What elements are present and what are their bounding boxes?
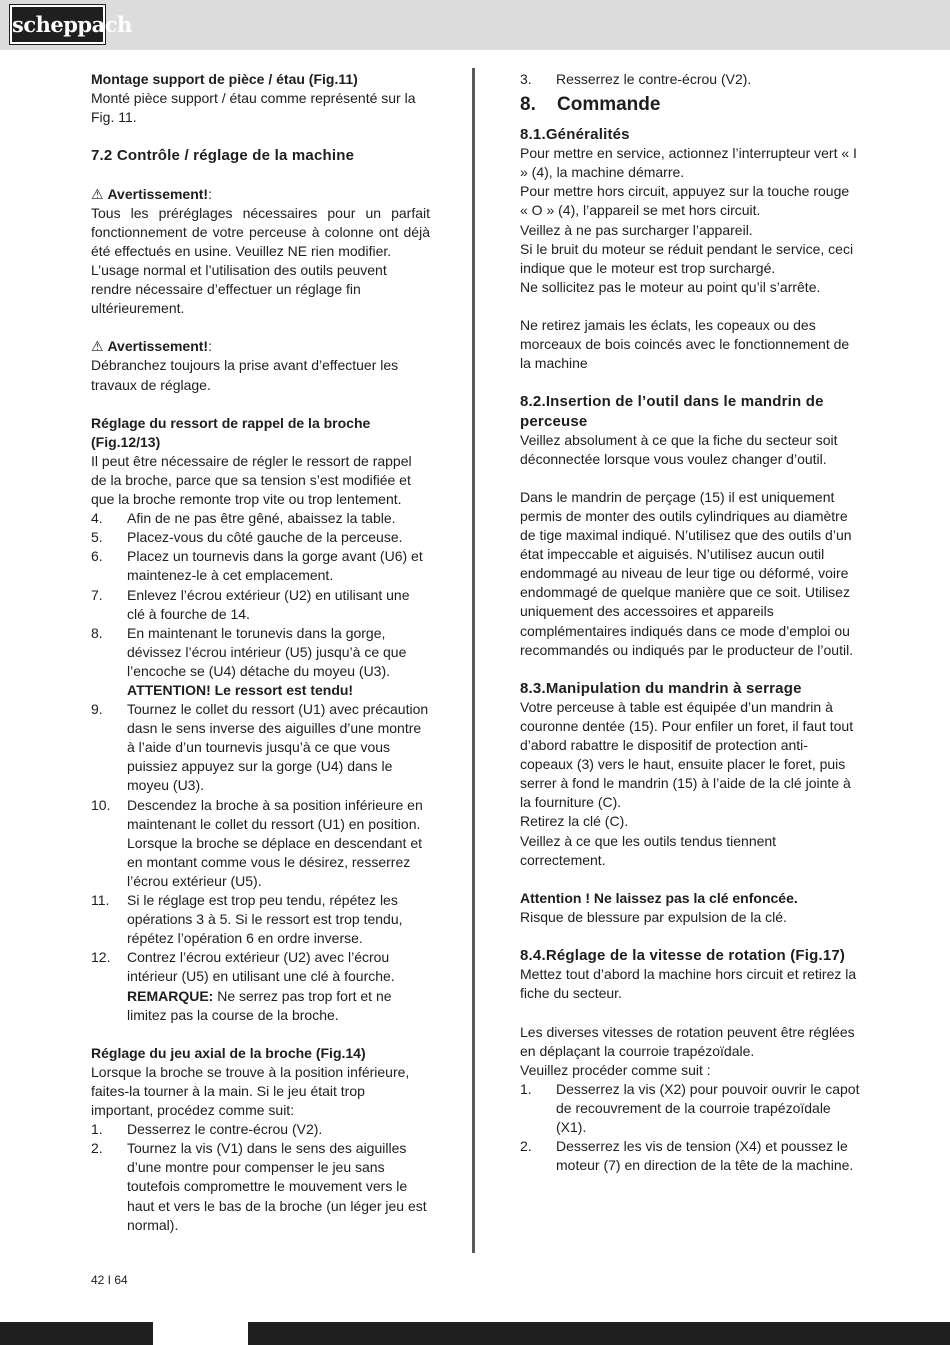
remarque-label: REMARQUE:	[127, 987, 214, 1004]
section-8-1-text-2: Ne retirez jamais les éclats, les copeaux ou des morceaux de bois coincés avec le fonctionnement de la machine	[520, 317, 850, 372]
attention-text: Risque de blessure par expulsion de la clé.	[520, 908, 787, 925]
list-item: 6. Placez un tournevis dans la gorge avant (U6) et maintenez-le à cet emplacement.	[91, 548, 423, 584]
chapter-8-heading: 8. Commande	[520, 94, 661, 116]
warning-triangle-icon: ⚠	[91, 338, 104, 355]
section-8-4-heading: 8.4.Réglage de la vitesse de rotation (Fig.17)	[520, 947, 846, 965]
left-column	[91, 70, 430, 1235]
page-header	[0, 0, 950, 50]
jeu-axial-text: Lorsque la broche se trouve à la position inférieure, faites-la tourner à la main. Si le jeu était trop important, procédez comme suit:	[91, 1063, 410, 1119]
section-8-2-heading: 8.2.Insertion de l’outil dans le mandrin de perceuse	[520, 393, 824, 430]
attention-note: ATTENTION! Le ressort est tendu!	[127, 682, 354, 698]
section-8-4-text: Mettez tout d’abord la machine hors circuit et retirez la fiche du secteur.	[520, 966, 857, 1002]
section-7-2-heading: 7.2 Contrôle / réglage de la machine	[91, 147, 355, 165]
section-8-1-heading: 8.1.Généralités	[520, 126, 630, 144]
right-column	[520, 70, 860, 1175]
page-number: 42 I 64	[91, 1273, 128, 1287]
warning-1-heading: ⚠ Avertissement!:	[91, 185, 212, 202]
list-item: 1. Desserrez le contre-écrou (V2).	[91, 1121, 323, 1138]
list-item: 12. Contrez l’écrou extérieur (U2) avec l’écrou intérieur (U5) en utilisant une clé à fourche. REMARQUE: Ne serrez pas trop fort et ne limitez pas la course de la broche.	[91, 949, 395, 1023]
column-divider	[472, 68, 475, 1253]
list-item: 7. Enlevez l’écrou extérieur (U2) en utilisant une clé à fourche de 14.	[91, 586, 410, 622]
section-8-1-text: Pour mettre en service, actionnez l’interrupteur vert « I » (4), la machine démarre. Pour mettre hors circuit, appuyez sur la touche rouge « O » (4), l’appareil se met hors circuit. Veillez à ne pas surcharger l’appareil. Si le bruit du moteur se réduit pendant le service, ceci indique que le moteur est trop surchargé. Ne sollicitez pas le moteur au point qu’il s’arrête.	[520, 145, 857, 295]
brand-logo: scheppach	[10, 5, 105, 44]
list-item: 3. Resserrez le contre-écrou (V2).	[520, 71, 752, 87]
list-item: 5. Placez-vous du côté gauche de la perceuse.	[91, 529, 403, 546]
footer-bar-gap	[153, 1322, 248, 1345]
list-item: 2. Tournez la vis (V1) dans le sens des aiguilles d’une montre pour compenser le jeu sans toutefois compromettre le mouvement vers le haut et vers le bas de la broche (un léger jeu est normal).	[91, 1140, 427, 1233]
section-8-2-text-2: Dans le mandrin de perçage (15) il est uniquement permis de monter des outils cylindriques au diamètre de tige maximal indiqué. N’utilisez que des outils d’un état impeccable et aiguisés. N’utilisez aucun outil endommagé au niveau de leur tige ou déformé, voire endommagé de quelque manière que ce soit. Utilisez uniquement des accessoires et appareils complémentaires indiqués dans ce mode d’emploi ou recommandés ou indiqués par le producteur de l’outil.	[520, 488, 854, 658]
list-item: 4. Afin de ne pas être gêné, abaissez la table.	[91, 510, 396, 527]
list-item: 2. Desserrez les vis de tension (X4) et poussez le moteur (7) en direction de la tête de la machine.	[520, 1138, 854, 1174]
section-8-3-text: Votre perceuse à table est équipée d’un mandrin à couronne dentée (15). Pour enfiler un foret, il faut tout d’abord rabattre le dispositif de protection anti-copeaux (3) vers le haut, ensuite placer le foret, puis serrer à fond le mandrin (15) à l’aide de la clé jointe à la fourniture (C). Retirez la clé (C). Veillez à ce que les outils tendus tiennent correctement.	[520, 698, 854, 868]
jeu-axial-heading: Réglage du jeu axial de la broche (Fig.14)	[91, 1044, 366, 1061]
list-item: 8. En maintenant le torunevis dans la gorge, dévissez l’écrou intérieur (U5) jusqu’à ce que l’encoche se (U4) détache du moyeu (U3). ATTENTION! Le ressort est tendu!	[91, 624, 407, 698]
section-8-4-steps	[520, 1080, 860, 1175]
ressort-steps	[91, 509, 430, 1025]
section-8-2-text: Veillez absolument à ce que la fiche du secteur soit déconnectée lorsque vous voulez changer d’outil.	[520, 431, 838, 467]
section-8-3-heading: 8.3.Manipulation du mandrin à serrage	[520, 679, 802, 697]
ressort-text: Il peut être nécessaire de régler le ressort de rappel de la broche, parce que sa tension s’est modifiée et que la broche remonte trop vite ou trop lentement.	[91, 452, 412, 508]
list-item: 1. Desserrez la vis (X2) pour pouvoir ouvrir le capot de recouvrement de la courroie trapézoïdale (X1).	[520, 1080, 860, 1135]
list-item: 10. Descendez la broche à sa position inférieure en maintenant le collet du ressort (U1) en position. Lorsque la broche se déplace en descendant et en montant comme vous le désirez, resserrez l’écrou extérieur (U5).	[91, 796, 423, 889]
support-etau-text: Monté pièce support / étau comme représenté sur la Fig. 11.	[91, 90, 416, 126]
ressort-heading: Réglage du ressort de rappel de la broche (Fig.12/13)	[91, 414, 371, 450]
footer-bar	[0, 1322, 950, 1345]
support-etau-heading: Montage support de pièce / étau (Fig.11)	[91, 71, 358, 87]
list-item: 11. Si le réglage est trop peu tendu, répétez les opérations 3 à 5. Si le ressort est trop tendu, répétez l’opération 6 en ordre inverse.	[91, 892, 403, 947]
warning-1-text-2: L’usage normal et l’utilisation des outils peuvent rendre nécessaire d’effectuer un réglage fin ultérieurement.	[91, 261, 387, 317]
jeu-axial-steps	[91, 1120, 430, 1235]
warning-2-text: Débranchez toujours la prise avant d’effectuer les travaux de réglage.	[91, 357, 399, 393]
warning-2-heading: ⚠ Avertissement!:	[91, 338, 212, 355]
attention-heading: Attention ! Ne laissez pas la clé enfoncée.	[520, 889, 798, 906]
warning-1-text: Tous les préréglages nécessaires pour un parfait fonctionnement de votre perceuse à colonne ont déjà été effectués en usine. Veuillez NE rien modifier.	[91, 204, 430, 259]
warning-triangle-icon: ⚠	[91, 185, 104, 202]
section-8-4-text-2: Les diverses vitesses de rotation peuvent être réglées en déplaçant la courroie trapézoïdale. Veuillez procéder comme suit :	[520, 1023, 855, 1078]
list-item: 9. Tournez le collet du ressort (U1) avec précaution dasn le sens inverse des aiguilles d’une montre à l’aide d’un tournevis jusqu’à ce que vous puissiez appuyez sur la gorge (U4) dans le moyeu (U3).	[91, 701, 429, 794]
